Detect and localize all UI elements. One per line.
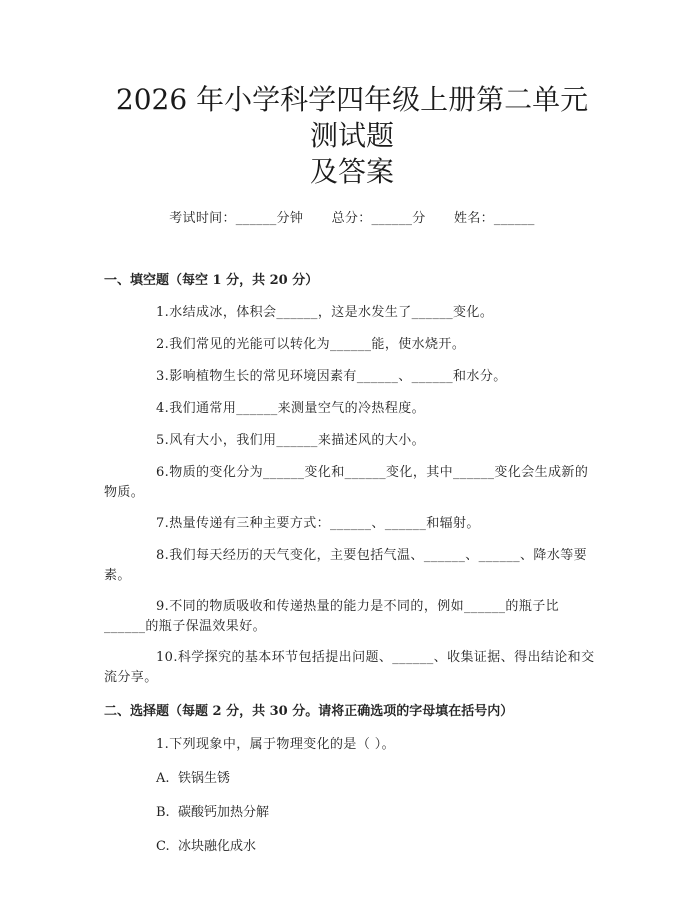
question-text: 水结成冰，体积会______，这是水发生了______变化。 [169, 305, 494, 320]
question-number: 8. [156, 548, 170, 563]
question-text: 我们每天经历的天气变化，主要包括气温、______、______、降水等要素。 [104, 548, 588, 583]
option-text: 碳酸钙加热分解 [178, 805, 270, 820]
total-score-field: 总分：______分 [331, 211, 426, 226]
fill-question [104, 303, 600, 323]
fill-question [104, 648, 600, 688]
fill-question [104, 367, 600, 387]
question-text: 下列现象中，属于物理变化的是（ ）。 [169, 737, 396, 752]
question-text: 物质的变化分为______变化和______变化，其中______变化会生成新的物质。 [104, 465, 589, 500]
section-multiple-choice-heading: 二、选择题（每题 2 分，共 30 分。请将正确选项的字母填在括号内） [104, 704, 514, 719]
option-text: 铁锅生锈 [178, 771, 231, 786]
question-number: 1. [156, 737, 170, 752]
question-number: 4. [156, 401, 170, 416]
fill-question [104, 431, 600, 451]
choice-option-b [104, 803, 600, 823]
question-text: 风有大小，我们用______来描述风的大小。 [169, 433, 426, 448]
document-title [104, 0, 600, 190]
title-line-1: 2026 年小学科学四年级上册第二单元测试题 [115, 83, 589, 152]
exam-time-field: 考试时间：______分钟 [169, 211, 304, 226]
question-text: 影响植物生长的常见环境因素有______、______和水分。 [169, 369, 507, 384]
question-number: 10. [156, 650, 178, 665]
fill-question [104, 463, 600, 503]
fill-question [104, 399, 600, 419]
exam-meta [104, 209, 600, 229]
question-number: 1. [156, 305, 170, 320]
section-fill-blank-heading: 一、填空题（每空 1 分，共 20 分） [104, 273, 319, 288]
question-text: 我们常见的光能可以转化为______能，使水烧开。 [169, 337, 466, 352]
question-number: 5. [156, 433, 170, 448]
option-label: B. [156, 805, 170, 820]
choice-question [104, 735, 600, 755]
question-number: 3. [156, 369, 170, 384]
question-number: 9. [156, 599, 170, 614]
question-text: 热量传递有三种主要方式：______、______和辐射。 [169, 516, 480, 531]
title-line-2: 及答案 [309, 155, 394, 188]
choice-option-c [104, 837, 600, 857]
question-number: 2. [156, 337, 170, 352]
choice-option-a [104, 769, 600, 789]
fill-question [104, 335, 600, 355]
option-label: A. [156, 771, 170, 786]
question-text: 不同的物质吸收和传递热量的能力是不同的，例如______的瓶子比______的瓶子保温效果好。 [104, 599, 560, 634]
question-number: 6. [156, 465, 170, 480]
fill-question [104, 546, 600, 586]
option-text: 冰块融化成水 [178, 839, 257, 854]
question-text: 我们通常用______来测量空气的冷热程度。 [169, 401, 426, 416]
question-number: 7. [156, 516, 170, 531]
question-text: 科学探究的基本环节包括提出问题、______、收集证据、得出结论和交流分享。 [104, 650, 595, 685]
student-name-field: 姓名：______ [454, 211, 535, 226]
fill-question [104, 597, 600, 637]
fill-question [104, 514, 600, 534]
option-label: C. [156, 839, 170, 854]
